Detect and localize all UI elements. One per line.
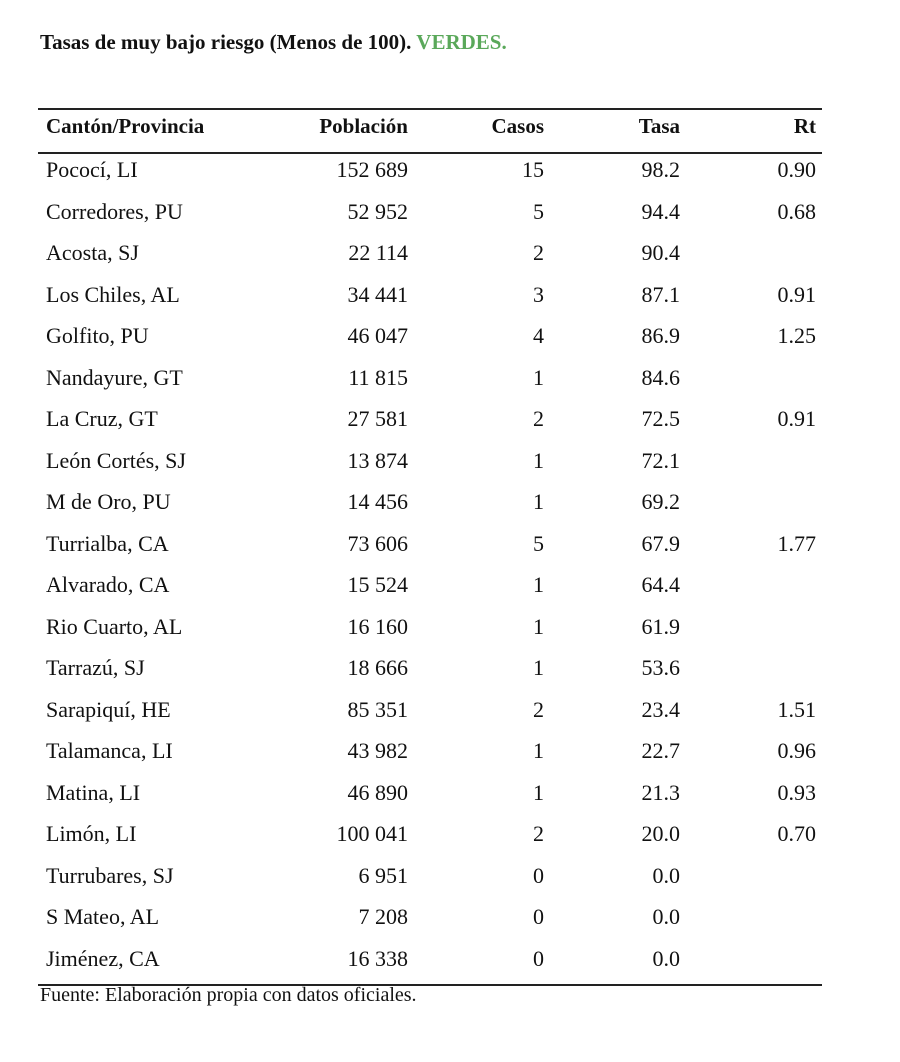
cell-casos: 3 [533, 281, 544, 307]
cell-poblacion: 46 047 [347, 323, 408, 348]
cell-tasa: 20.0 [641, 821, 680, 846]
cell-canton: Tarrazú, SJ [46, 655, 145, 680]
title-risk-label: VERDES. [416, 30, 507, 54]
table-row [38, 735, 822, 777]
table-row [38, 154, 822, 196]
table-row [38, 237, 822, 279]
table-row [38, 569, 822, 611]
cell-casos: 0 [533, 945, 544, 971]
cell-rt: 0.91 [777, 406, 816, 431]
cell-canton: Pococí, LI [46, 157, 138, 182]
cell-poblacion: 34 441 [347, 281, 408, 307]
cell-canton: M de Oro, PU [46, 489, 171, 514]
table-row [38, 279, 822, 321]
risk-table [38, 108, 822, 986]
table-row [38, 196, 822, 238]
table-row [38, 611, 822, 653]
cell-poblacion: 13 874 [347, 447, 408, 473]
cell-casos: 1 [533, 613, 544, 639]
cell-tasa: 0.0 [652, 945, 680, 971]
table-body [38, 154, 822, 984]
cell-poblacion: 16 160 [347, 613, 408, 639]
cell-casos: 1 [533, 655, 544, 680]
cell-casos: 0 [533, 862, 544, 888]
cell-casos: 1 [533, 738, 544, 763]
cell-tasa: 84.6 [641, 364, 680, 390]
cell-canton: Matina, LI [46, 779, 141, 805]
table-row [38, 777, 822, 819]
title-main: Tasas de muy bajo riesgo (Menos de 100). [40, 30, 412, 54]
table-row [38, 652, 822, 694]
table-header-row [38, 110, 822, 154]
cell-tasa: 53.6 [641, 655, 680, 680]
cell-tasa: 0.0 [652, 904, 680, 929]
cell-tasa: 23.4 [641, 696, 680, 722]
cell-rt: 0.93 [777, 779, 816, 805]
table-row [38, 943, 822, 985]
table-row [38, 860, 822, 902]
cell-poblacion: 27 581 [347, 406, 408, 431]
cell-casos: 1 [533, 779, 544, 805]
cell-casos: 2 [533, 240, 544, 265]
cell-casos: 5 [533, 530, 544, 556]
cell-casos: 0 [533, 904, 544, 929]
cell-tasa: 64.4 [641, 572, 680, 597]
cell-rt: 1.25 [777, 323, 816, 348]
cell-poblacion: 15 524 [347, 572, 408, 597]
table-row [38, 818, 822, 860]
cell-poblacion: 16 338 [347, 945, 408, 971]
cell-canton: Sarapiquí, HE [46, 696, 171, 722]
table-row [38, 694, 822, 736]
table-row [38, 901, 822, 943]
cell-casos: 1 [533, 572, 544, 597]
table-title [40, 30, 507, 55]
source-note: Fuente: Elaboración propia con datos oficiales. [40, 984, 417, 1006]
cell-rt: 0.70 [777, 821, 816, 846]
cell-canton: Rio Cuarto, AL [46, 613, 183, 639]
cell-casos: 15 [522, 157, 544, 182]
cell-casos: 2 [533, 821, 544, 846]
cell-casos: 4 [533, 323, 544, 348]
cell-tasa: 69.2 [641, 489, 680, 514]
table-row [38, 445, 822, 487]
cell-tasa: 98.2 [641, 157, 680, 182]
header-tasa: Tasa [638, 114, 680, 138]
header-rt: Rt [793, 114, 816, 138]
cell-canton: Golfito, PU [46, 323, 149, 348]
cell-tasa: 90.4 [641, 240, 680, 265]
table-row [38, 403, 822, 445]
cell-canton: Talamanca, LI [46, 738, 173, 763]
cell-tasa: 86.9 [641, 323, 680, 348]
cell-tasa: 72.5 [641, 406, 680, 431]
cell-tasa: 22.7 [641, 738, 680, 763]
cell-rt: 1.51 [777, 696, 816, 722]
cell-tasa: 72.1 [641, 447, 680, 473]
cell-poblacion: 43 982 [347, 738, 408, 763]
cell-canton: Nandayure, GT [46, 364, 183, 390]
cell-tasa: 21.3 [641, 779, 680, 805]
cell-poblacion: 73 606 [347, 530, 408, 556]
cell-canton: Corredores, PU [46, 198, 183, 224]
table-row [38, 486, 822, 528]
cell-canton: Acosta, SJ [46, 240, 139, 265]
header-poblacion: Población [319, 114, 408, 138]
cell-tasa: 94.4 [641, 198, 680, 224]
cell-canton: Jiménez, CA [46, 945, 160, 971]
cell-rt: 0.90 [777, 157, 816, 182]
cell-canton: Limón, LI [46, 821, 137, 846]
table-row [38, 528, 822, 570]
header-canton: Cantón/Provincia [46, 114, 205, 138]
cell-rt: 1.77 [777, 530, 816, 556]
cell-rt: 0.68 [777, 198, 816, 224]
table-row [38, 320, 822, 362]
cell-canton: S Mateo, AL [46, 904, 160, 929]
cell-poblacion: 85 351 [347, 696, 408, 722]
cell-casos: 2 [533, 406, 544, 431]
cell-poblacion: 7 208 [358, 904, 408, 929]
cell-poblacion: 100 041 [336, 821, 408, 846]
cell-casos: 2 [533, 696, 544, 722]
cell-tasa: 67.9 [641, 530, 680, 556]
cell-poblacion: 46 890 [347, 779, 408, 805]
cell-tasa: 87.1 [641, 281, 680, 307]
cell-tasa: 0.0 [652, 862, 680, 888]
header-casos: Casos [491, 114, 544, 138]
cell-rt: 0.96 [777, 738, 816, 763]
cell-poblacion: 6 951 [358, 862, 408, 888]
table-row [38, 362, 822, 404]
cell-canton: Los Chiles, AL [46, 281, 180, 307]
cell-canton: León Cortés, SJ [46, 447, 186, 473]
cell-casos: 1 [533, 489, 544, 514]
cell-poblacion: 52 952 [347, 198, 408, 224]
cell-casos: 5 [533, 198, 544, 224]
cell-canton: La Cruz, GT [46, 406, 158, 431]
cell-casos: 1 [533, 364, 544, 390]
cell-canton: Alvarado, CA [46, 572, 170, 597]
cell-casos: 1 [533, 447, 544, 473]
cell-poblacion: 11 815 [348, 364, 408, 390]
cell-poblacion: 18 666 [347, 655, 408, 680]
cell-rt: 0.91 [777, 281, 816, 307]
cell-poblacion: 152 689 [336, 157, 408, 182]
cell-canton: Turrialba, CA [46, 530, 169, 556]
cell-poblacion: 14 456 [347, 489, 408, 514]
cell-tasa: 61.9 [641, 613, 680, 639]
cell-poblacion: 22 114 [348, 240, 408, 265]
cell-canton: Turrubares, SJ [46, 862, 174, 888]
